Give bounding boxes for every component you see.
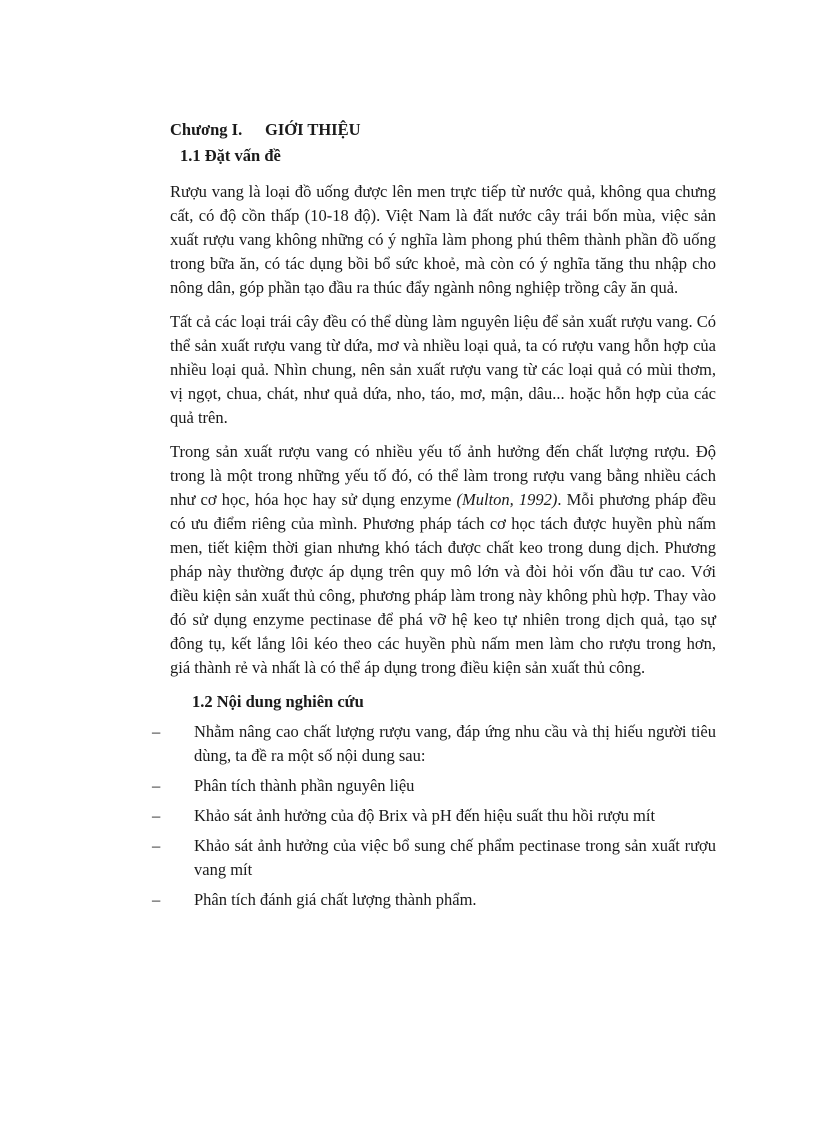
bullet-dash: – — [152, 776, 161, 795]
list-item-text: Khảo sát ảnh hưởng của việc bổ sung chế phẩm pectinase trong sản xuất rượu vang mít — [194, 836, 716, 879]
paragraph-2: Tất cả các loại trái cây đều có thể dùng làm nguyên liệu để sản xuất rượu vang. Có thể sản xuất rượu vang từ dứa, mơ và nhiều loại quả, ta có rượu vang hỗn hợp của nhiều loại quả. Nhìn chung, nên sản xuất rượu vang từ các loại quả có mùi thơm, vị ngọt, chua, chát, như quả dứa, nho, táo, mơ, mận, dâu... hoặc hỗn hợp của các quả trên. — [170, 312, 716, 427]
citation: (Multon, 1992) — [456, 490, 558, 509]
list-item-text: Nhằm nâng cao chất lượng rượu vang, đáp ứng nhu cầu và thị hiếu người tiêu dùng, ta đề ra một số nội dung sau: — [194, 722, 716, 765]
list-item — [152, 720, 716, 768]
paragraph-3 — [170, 440, 716, 680]
paragraph-3-text-after: . Mỗi phương pháp đều có ưu điểm riêng của mình. Phương pháp tách cơ học tách được huyền phù nấm men, tiết kiệm thời gian nhưng khó tách được chất keo trong dung dịch. Phương pháp này thường được áp dụng trên quy mô lớn và đòi hỏi vốn đầu tư cao. Với điều kiện sản xuất thủ công, phương pháp làm trong này không phù hợp. Thay vào đó sử dụng enzyme pectinase để phá vỡ hệ keo tự nhiên trong dịch quả, tạo sự đông tụ, kết lắng lôi kéo theo các huyền phù nấm men làm cho rượu trong hơn, giá thành rẻ và nhất là có thể áp dụng trong điều kiện sản xuất thủ công. — [170, 490, 716, 677]
list-item — [152, 804, 716, 828]
list-item — [152, 834, 716, 882]
chapter-heading — [170, 118, 716, 142]
section-1-1-heading: 1.1 Đặt vấn đề — [180, 146, 281, 165]
list-item — [152, 888, 716, 912]
list-item — [152, 774, 716, 798]
bullet-dash: – — [152, 836, 161, 855]
research-content-list — [152, 720, 716, 912]
paragraph-1: Rượu vang là loại đồ uống được lên men trực tiếp từ nước quả, không qua chưng cất, có độ cồn thấp (10-18 độ). Việt Nam là đất nước cây trái bốn mùa, việc sản xuất rượu vang không những có ý nghĩa làm phong phú thêm thành phần đồ uống trong bữa ăn, có tác dụng bồi bổ sức khoẻ, mà còn có ý nghĩa tăng thu nhập cho nông dân, góp phần tạo đầu ra thúc đẩy ngành nông nghiệp trồng cây ăn quả. — [170, 182, 716, 297]
bullet-dash: – — [152, 722, 161, 741]
chapter-title: GIỚI THIỆU — [265, 120, 361, 139]
document-page — [152, 118, 716, 912]
list-item-text: Phân tích thành phần nguyên liệu — [194, 776, 415, 795]
paragraph-3-text-before: Trong sản xuất rượu vang có nhiều yếu tố ảnh hưởng đến chất lượng rượu. Độ trong là một trong những yếu tố đó, có thể làm trong rượu vang bằng nhiều cách như cơ học, hóa học hay sử dụng enzyme — [170, 442, 716, 509]
bullet-dash: – — [152, 890, 161, 909]
bullet-dash: – — [152, 806, 161, 825]
list-item-text: Khảo sát ảnh hưởng của độ Brix và pH đến hiệu suất thu hồi rượu mít — [194, 806, 656, 825]
list-item-text: Phân tích đánh giá chất lượng thành phẩm. — [194, 890, 477, 909]
chapter-number: Chương I. — [170, 120, 243, 139]
section-1-2-heading: 1.2 Nội dung nghiên cứu — [192, 692, 364, 711]
